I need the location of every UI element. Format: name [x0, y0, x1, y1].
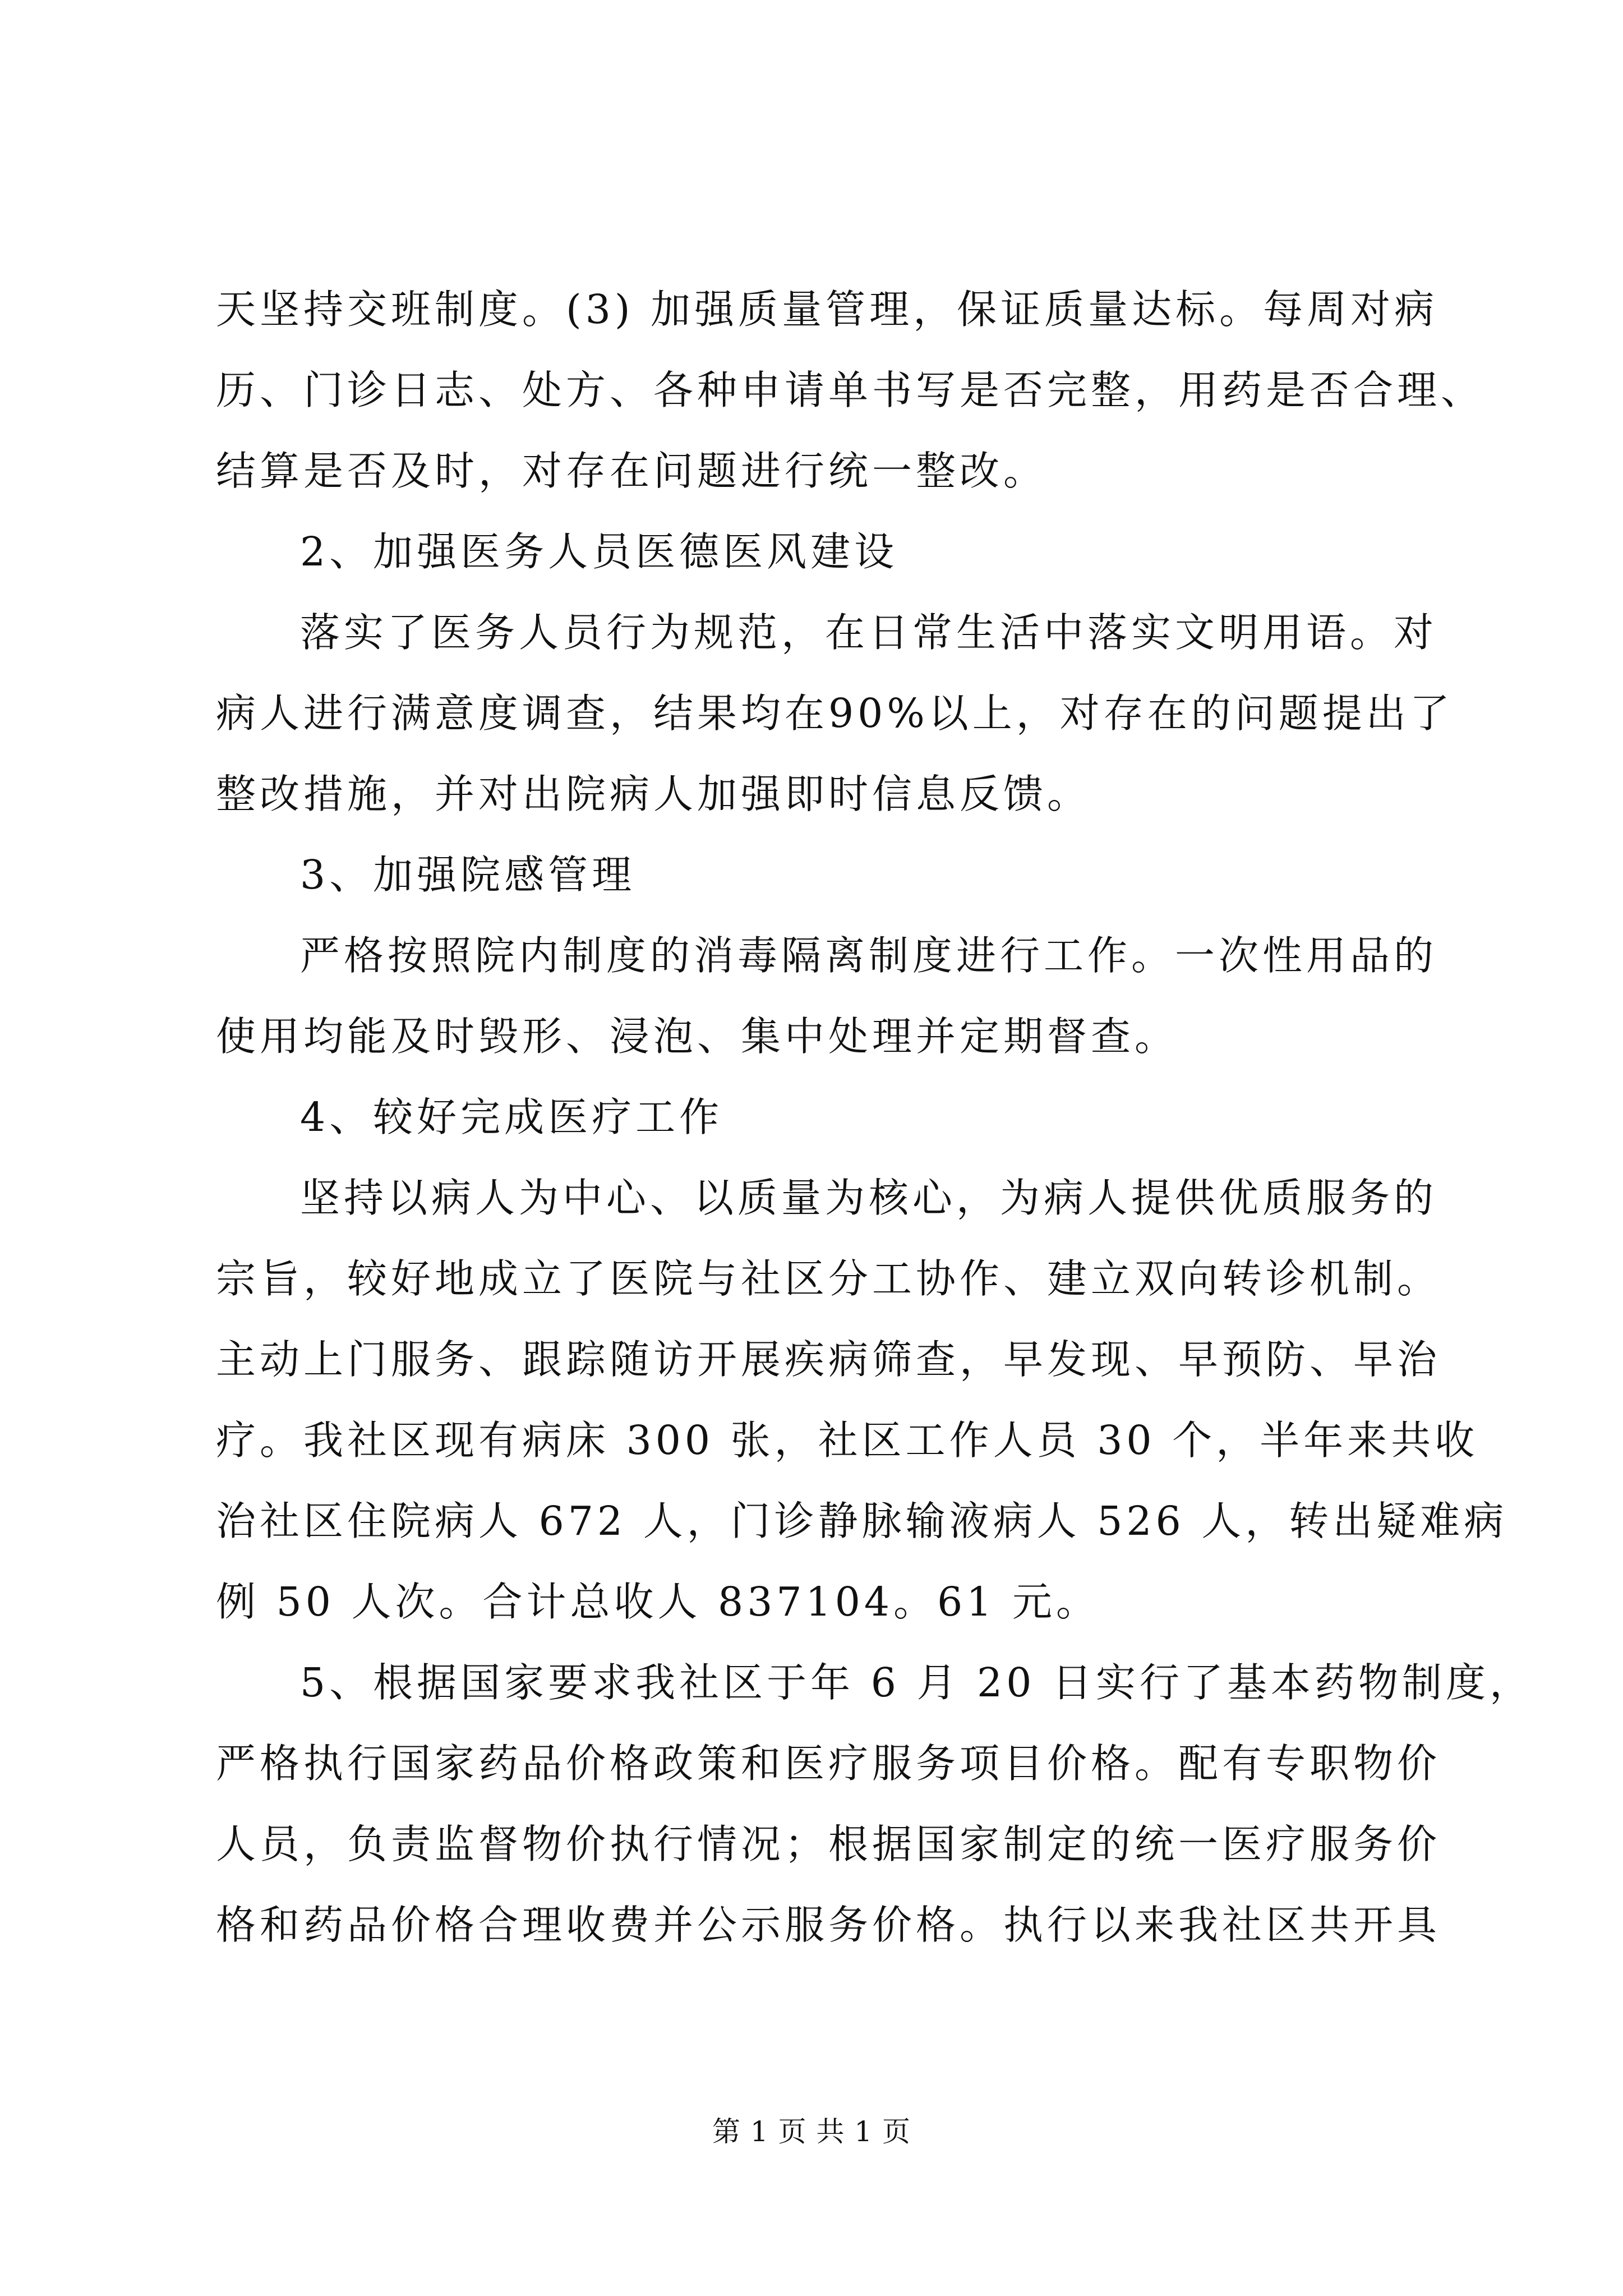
section-heading: 4、较好完成医疗工作 [300, 1094, 723, 1140]
text-line: 宗旨，较好地成立了医院与社区分工协作、建立双向转诊机制。 [216, 1255, 1441, 1302]
page-number-footer: 第 1 页 共 1 页 [712, 2115, 911, 2148]
paragraph-first-line: 落实了医务人员行为规范，在日常生活中落实文明用语。对 [300, 609, 1438, 656]
paragraph-first-line: 严格按照院内制度的消毒隔离制度进行工作。一次性用品的 [300, 932, 1438, 979]
paragraph-first-line: 5、根据国家要求我社区于年 6 月 20 日实行了基本药物制度， [300, 1659, 1533, 1706]
text-line: 严格执行国家药品价格政策和医疗服务项目价格。配有专职物价 [216, 1740, 1441, 1787]
text-line: 天坚持交班制度。(3) 加强质量管理，保证质量达标。每周对病 [216, 286, 1438, 333]
document-body [216, 269, 1533, 1966]
text-line: 格和药品价格合理收费并公示服务价格。执行以来我社区共开具 [216, 1902, 1441, 1948]
text-line: 人员，负责监督物价执行情况；根据国家制定的统一医疗服务价 [216, 1821, 1441, 1867]
text-line: 病人进行满意度调查，结果均在90%以上，对存在的问题提出了 [216, 690, 1454, 737]
text-line: 结算是否及时，对存在问题进行统一整改。 [216, 448, 1048, 494]
text-line: 主动上门服务、跟踪随访开展疾病筛查，早发现、早预防、早治 [216, 1336, 1441, 1383]
section-heading: 2、加强医务人员医德医风建设 [300, 528, 898, 575]
text-line: 治社区住院病人 672 人，门诊静脉输液病人 526 人，转出疑难病 [216, 1498, 1508, 1544]
text-line: 历、门诊日志、处方、各种申请单书写是否完整，用药是否合理、 [216, 367, 1485, 413]
text-line: 例 50 人次。合计总收人 837104。61 元。 [216, 1579, 1100, 1625]
section-heading: 3、加强院感管理 [300, 852, 636, 898]
text-line: 疗。我社区现有病床 300 张，社区工作人员 30 个，半年来共收 [216, 1417, 1479, 1464]
text-line: 整改措施，并对出院病人加强即时信息反馈。 [216, 771, 1091, 817]
text-line: 使用均能及时毁形、浸泡、集中处理并定期督查。 [216, 1013, 1179, 1060]
paragraph-first-line: 坚持以病人为中心、以质量为核心，为病人提供优质服务的 [300, 1175, 1438, 1221]
